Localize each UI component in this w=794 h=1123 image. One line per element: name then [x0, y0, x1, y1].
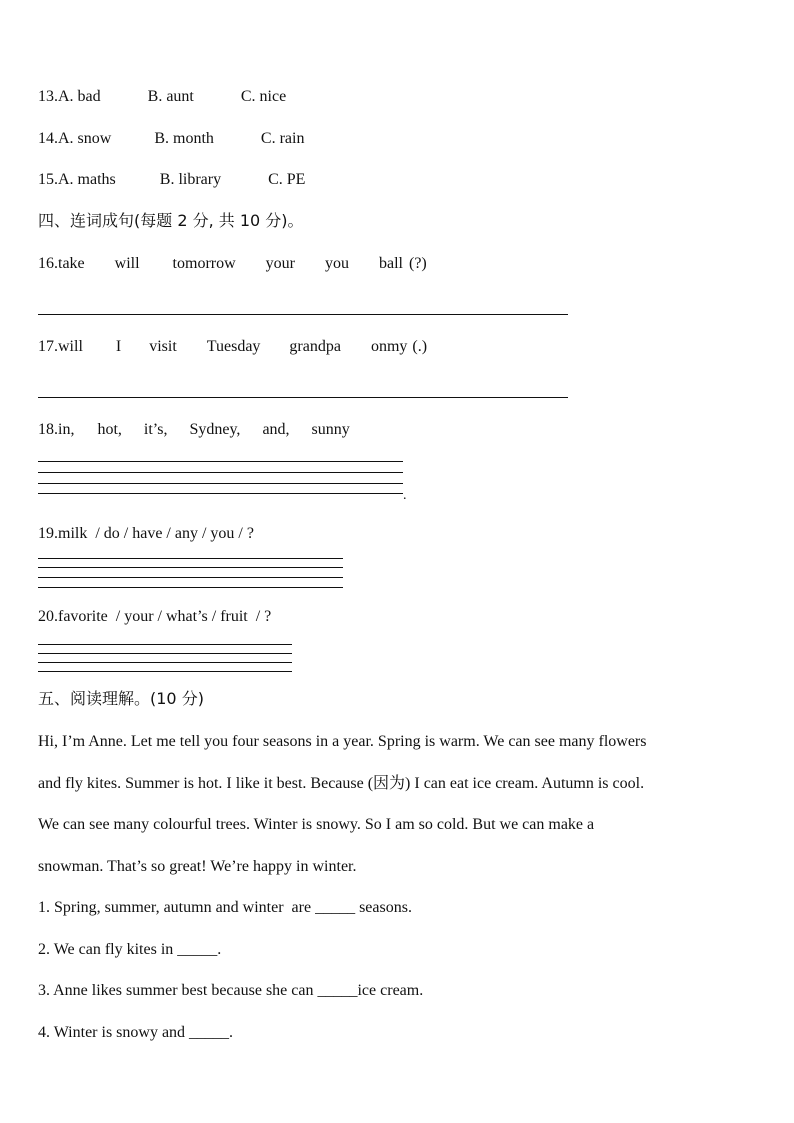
question-text: 2. We can fly kites in	[38, 941, 178, 958]
passage-line: We can see many colourful trees. Winter is snowy. So I am so cold. But we can make a	[38, 816, 595, 833]
word: take	[58, 255, 85, 272]
option-c: C. nice	[240, 88, 287, 105]
question-17	[38, 337, 427, 357]
question-20	[38, 607, 271, 627]
mc-row-13	[38, 87, 286, 107]
word: (.)	[412, 338, 428, 355]
word: (?)	[408, 255, 427, 272]
word: hot,	[97, 421, 122, 438]
answer-blank[interactable]: _____	[315, 899, 356, 916]
answer-blank[interactable]: _____	[317, 982, 358, 999]
passage-line: and fly kites. Summer is hot. I like it best. Because (因为) I can eat ice cream. Autumn is cool.	[38, 775, 645, 792]
answer-line	[38, 577, 343, 578]
section-5-heading: 五、阅读理解。(10 分)	[38, 689, 204, 708]
passage-line: Hi, I’m Anne. Let me tell you four seasons in a year. Spring is warm. We can see many flowers	[38, 733, 647, 750]
passage-line: snowman. That’s so great! We’re happy in winter.	[38, 858, 357, 875]
option-b: B. aunt	[147, 88, 194, 105]
question-text: ice cream.	[357, 982, 424, 999]
word: your	[265, 255, 295, 272]
word: will	[114, 255, 140, 272]
option-b: B. library	[159, 171, 222, 188]
word: will	[58, 338, 83, 355]
option-c: C. rain	[260, 130, 305, 147]
option-a: A. snow	[58, 130, 112, 147]
answer-line	[38, 493, 403, 494]
reading-question-2	[38, 940, 221, 960]
scrambled-words: favorite / your / what’s / fruit / ?	[58, 608, 272, 625]
reading-question-3	[38, 981, 423, 1001]
reading-question-4	[38, 1023, 233, 1043]
word: in,	[58, 421, 75, 438]
option-b: B. month	[154, 130, 214, 147]
answer-blank[interactable]: _____	[189, 1024, 230, 1041]
word: Sydney,	[189, 421, 241, 438]
question-text: .	[229, 1024, 234, 1041]
answer-line	[38, 567, 343, 568]
question-text: 3. Anne likes summer best because she can	[38, 982, 318, 999]
word: onmy	[370, 338, 408, 355]
question-number: 16.	[38, 255, 58, 272]
answer-line	[38, 483, 403, 484]
question-number: 14.	[38, 130, 58, 147]
word: tomorrow	[172, 255, 236, 272]
answer-line	[38, 314, 568, 315]
question-text: 1. Spring, summer, autumn and winter are	[38, 899, 316, 916]
reading-question-1	[38, 898, 412, 918]
option-a: A. bad	[58, 88, 101, 105]
answer-line	[38, 653, 292, 654]
question-number: 19.	[38, 525, 58, 542]
word: and,	[262, 421, 290, 438]
answer-line	[38, 472, 403, 473]
question-number: 17.	[38, 338, 58, 355]
word: you	[324, 255, 349, 272]
word: Tuesday	[206, 338, 261, 355]
word: sunny	[311, 421, 350, 438]
answer-line	[38, 662, 292, 663]
answer-line	[38, 587, 343, 588]
end-mark: .	[403, 488, 407, 503]
word: grandpa	[289, 338, 341, 355]
question-text: .	[217, 941, 222, 958]
question-text: 4. Winter is snowy and	[38, 1024, 190, 1041]
answer-line	[38, 671, 292, 672]
answer-line	[38, 558, 343, 559]
question-18	[38, 420, 350, 440]
question-number: 20.	[38, 608, 58, 625]
scrambled-words: milk / do / have / any / you / ?	[58, 525, 254, 542]
option-a: A. maths	[58, 171, 116, 188]
mc-row-14	[38, 129, 304, 149]
answer-line	[38, 461, 403, 462]
section-4-heading: 四、连词成句(每题 2 分, 共 10 分)。	[38, 211, 304, 230]
answer-blank[interactable]: _____	[177, 941, 218, 958]
question-text: seasons.	[355, 899, 412, 916]
word: I	[115, 338, 122, 355]
question-19	[38, 524, 254, 544]
answer-line	[38, 397, 568, 398]
word: it’s,	[143, 421, 168, 438]
question-number: 13.	[38, 88, 58, 105]
answer-line	[38, 644, 292, 645]
word: visit	[149, 338, 177, 355]
word: ball	[378, 255, 403, 272]
mc-row-15	[38, 170, 305, 190]
question-number: 18.	[38, 421, 58, 438]
question-16	[38, 254, 427, 274]
question-number: 15.	[38, 171, 58, 188]
option-c: C. PE	[268, 171, 306, 188]
